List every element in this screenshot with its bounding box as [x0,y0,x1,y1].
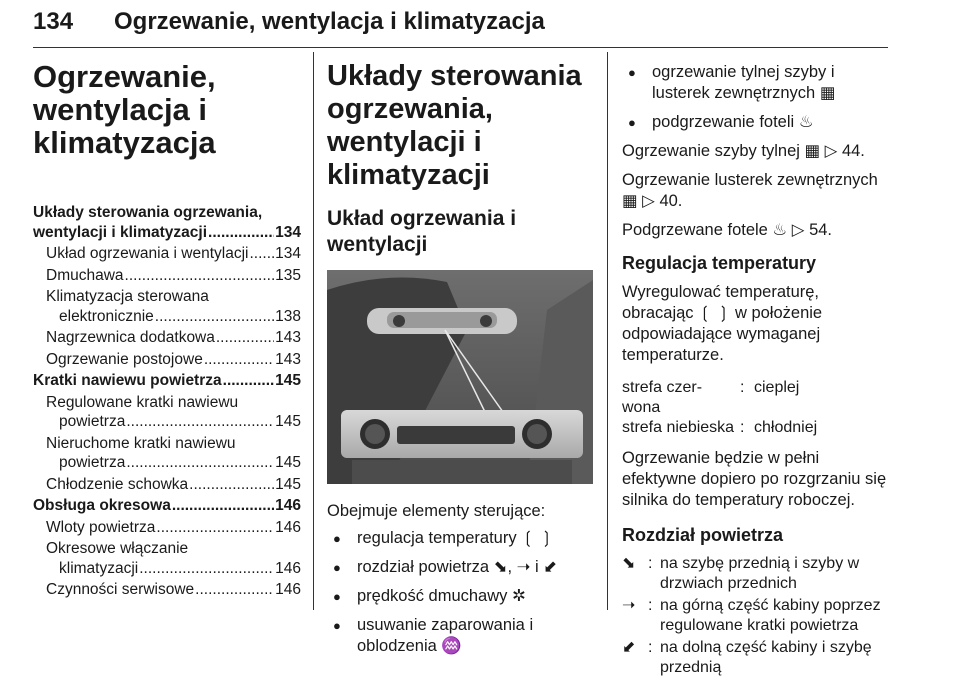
toc-label: elektronicznie [59,307,154,325]
toc-entry [33,434,301,473]
toc-label: powietrza [59,413,126,430]
toc-entry [33,393,301,432]
toc-page: 146 [275,497,301,514]
temperature-note: Ogrzewanie będzie w pełni efektywne dopiero po rozgrzaniu się silnika do temperatury roboczej. [622,449,887,509]
air-distribution-icon: ➝ [622,597,636,614]
toc-page: 138 [275,307,301,325]
dist-separator: : [648,597,653,614]
temperature-heading: Regulacja temperatury [622,253,817,273]
toc-label: Obsługa okresowa [33,497,171,514]
list-item: ● usuwanie zaparowania i oblodzenia ♒ [327,615,593,657]
toc-line [33,453,301,473]
toc-label: Układ ogrzewania i wentylacji [46,245,249,262]
running-title: Ogrzewanie, wentylacja i klimatyzacja [114,8,545,35]
toc-line [33,350,301,370]
toc-entry [33,496,301,516]
toc-line [33,371,301,391]
toc-line [33,328,301,348]
column-controls [327,52,593,665]
header-rule [33,47,888,48]
reference-line: Podgrzewane fotele ♨ ▷ 54. [622,221,833,239]
toc-leader [189,475,274,495]
toc-entry [33,539,301,578]
toc-label: powietrza [59,454,126,471]
list-item: ● podgrzewanie foteli ♨ [622,112,888,133]
toc-line [33,223,301,243]
dist-separator: : [648,639,653,656]
toc-page: 134 [275,223,301,241]
temperature-zones [622,378,888,438]
controls-list [327,528,593,657]
toc-line [33,518,301,538]
toc-line [33,580,301,600]
zone-name: strefa czer-wona [622,379,703,416]
toc-label: Wloty powietrza [46,518,156,536]
list-item: ● regulacja temperatury ❲ ❳ [327,528,593,549]
toc-entry [33,518,301,538]
toc-label: wentylacji i klimatyzacji [33,223,208,241]
dist-separator: : [648,555,653,572]
toc-entry [33,580,301,600]
toc-label: Układy sterowania ogrzewania, [33,204,263,221]
toc-label: klimatyzacji [59,559,139,577]
toc-leader [155,307,274,327]
zone-name: strefa niebieska [622,419,735,436]
toc-line [33,266,301,286]
column-details [622,62,888,678]
zone-value: chłodniej [754,419,818,436]
toc-label: Ogrzewanie postojowe [46,350,203,368]
chapter-title: Ogrzewanie, wentylacja i klimatyzacja [33,59,216,160]
section-heading: Układy sterowania ogrzewania, wentylacji i klimatyzacji [327,60,582,191]
toc-page: 143 [275,329,301,346]
toc-line [33,412,301,432]
toc-leader [223,371,274,391]
temperature-text: Wyregulować temperaturę, obracając ❲ ❳ w położenie odpowiadające wymaganej temperaturze. [622,283,823,364]
toc-label: Nagrzewnica dodatkowa [46,329,215,346]
toc-line [33,496,301,516]
toc-page: 145 [275,475,301,493]
toc-leader [249,244,274,264]
dist-text: na szybę przednią i szyby w drzwiach przednich [660,555,860,592]
toc-label: Nieruchome kratki nawiewu [46,434,236,452]
toc-line [33,475,301,495]
toc-leader [139,559,274,579]
toc-page: 145 [275,413,301,430]
toc-label: Chłodzenie schowka [46,475,189,493]
toc-page: 146 [275,581,301,598]
toc-label: Okresowe włączanie [46,540,189,557]
toc-page: 134 [275,245,301,262]
zone-separator: : [740,379,745,396]
zone-value: cieplej [754,379,800,396]
toc-label: Czynności serwisowe [46,581,195,598]
air-distribution-icon: ⬋ [622,639,636,656]
toc-line [33,307,301,327]
toc-leader [195,580,274,600]
dist-text: na górną część kabiny poprzez regulowane kratki powietrza [660,597,881,634]
list-item: ● prędkość dmuchawy ✲ [327,586,593,607]
air-distribution-list [622,554,888,678]
toc-page: 145 [275,454,301,471]
toc-leader [208,223,274,243]
subsection-heading: Układ ogrzewania i wentylacji [327,207,517,256]
page-header [0,0,960,50]
toc-page: 143 [275,350,301,368]
toc-entry [33,371,301,391]
list-item: ● rozdział powietrza ⬊, ➝ i ⬋ [327,557,593,578]
reference-line: Ogrzewanie lusterek zewnętrznych ▦ ▷ 40. [622,171,878,210]
air-distribution-heading: Rozdział powietrza [622,525,784,545]
toc-leader [126,453,274,473]
toc-page: 145 [275,372,301,389]
toc-leader [172,496,274,516]
toc-entry [33,328,301,348]
toc-entry [33,244,301,264]
toc-label: Regulowane kratki nawiewu [46,393,239,411]
toc-line [33,244,301,264]
page-number: 134 [33,8,74,35]
toc-leader [156,518,274,538]
toc-entry [33,475,301,495]
list-item: ● ogrzewanie tylnej szyby i lusterek zewnętrznych ▦ [622,62,888,104]
toc-line [33,559,301,579]
toc-entry [33,350,301,370]
toc-label: Dmuchawa [46,266,124,284]
column-toc [33,52,301,600]
toc-leader [204,350,274,370]
toc-label: Kratki nawiewu powietrza [33,372,222,389]
column-divider [607,52,608,610]
table-of-contents [33,203,301,600]
controls-intro: Obejmuje elementy sterujące: [327,502,546,520]
controls-list-continued [622,62,888,133]
toc-page: 135 [275,266,301,284]
reference-line: Ogrzewanie szyby tylnej ▦ ▷ 44. [622,142,865,160]
cross-references [622,141,888,241]
toc-leader [216,328,274,348]
toc-entry [33,203,301,242]
toc-label: Klimatyzacja sterowana [46,288,209,305]
toc-page: 146 [275,518,301,536]
climate-control-panel-photo [327,270,593,484]
air-distribution-icon: ⬊ [622,555,636,572]
toc-leader [126,412,274,432]
toc-page: 146 [275,559,301,577]
dist-text: na dolną część kabiny i szybę przednią [660,639,872,676]
toc-entry [33,266,301,286]
zone-separator: : [740,419,745,436]
column-divider [313,52,314,610]
toc-leader [125,266,275,286]
toc-entry [33,287,301,326]
